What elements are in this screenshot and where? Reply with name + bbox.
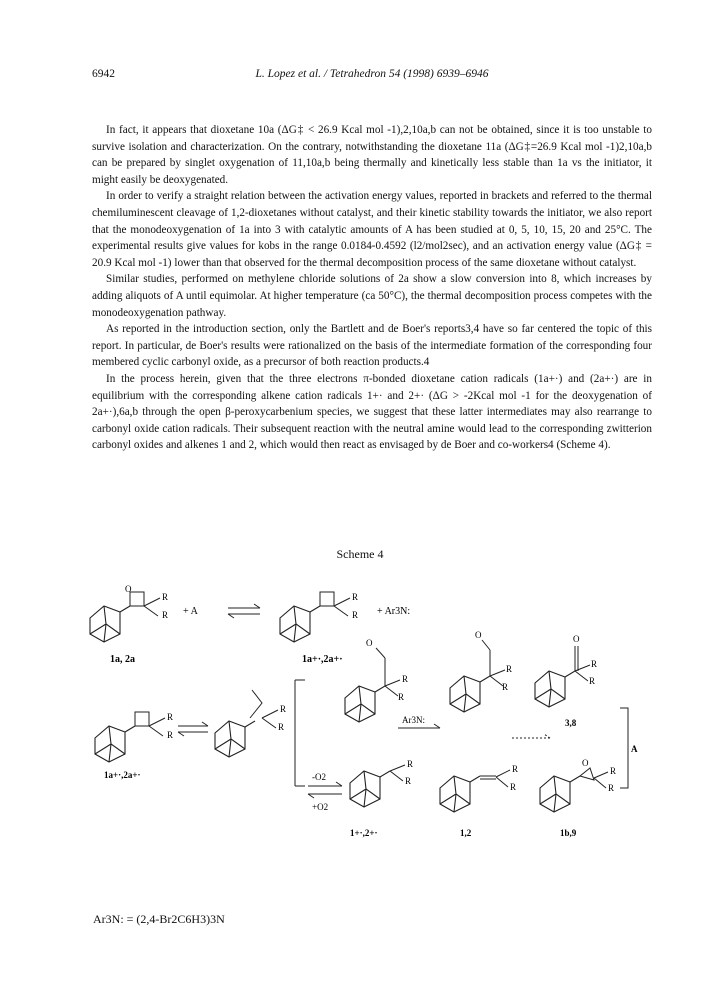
label-ar3n: Ar3N: <box>402 715 425 725</box>
dioxetane-radical-structure <box>280 592 350 642</box>
label-r: R <box>405 776 412 786</box>
label-r: R <box>352 592 359 602</box>
alkene-radical-structure <box>350 765 405 807</box>
label-plus-ar3n: + Ar3N: <box>377 606 411 617</box>
compound-label: 1,2 <box>460 828 472 838</box>
bracket <box>295 680 305 786</box>
compound-label: 1+·,2+· <box>350 828 378 838</box>
label-r: R <box>280 704 287 714</box>
label-r: R <box>506 664 513 674</box>
label-r: R <box>510 782 517 792</box>
label-plus-o2: +O2 <box>312 802 329 812</box>
label-minus-o2: -O2 <box>312 772 326 782</box>
equilibrium-arrow <box>228 604 260 618</box>
body-text <box>92 122 652 454</box>
scheme-title: Scheme 4 <box>336 547 384 561</box>
compound-label: 1a, 2a <box>110 654 135 665</box>
reagent-footnote: Ar3N: = (2,4-Br2C6H3)3N <box>93 912 225 926</box>
label-o: O <box>582 758 589 768</box>
label-r: R <box>608 783 615 793</box>
label-r: R <box>512 764 519 774</box>
label-r: R <box>278 722 285 732</box>
label-r: R <box>591 659 598 669</box>
paragraph: Similar studies, performed on methylene chloride solutions of 2a show a slow conversion into 8, which increases by adding aliquots of A until equimolar. At higher temperature (ca 50°C), the thermal decomposition process competes with the monodeoxygenation pathway. <box>92 273 652 319</box>
label-r: R <box>610 766 617 776</box>
carbonyl-oxide-cation-structure <box>345 648 400 722</box>
dioxetane-radical-left-structure <box>95 712 165 762</box>
label-r: R <box>352 610 359 620</box>
page-number: 6942 <box>92 68 115 80</box>
alkene-structure <box>440 770 510 812</box>
compound-label: 3,8 <box>565 718 577 728</box>
label-o: O <box>475 630 482 640</box>
zwitterion-structure <box>450 640 505 712</box>
paragraph: In order to verify a straight relation between the activation energy values, reported in brackets and referred to the thermal chemiluminescent cleavage of 1,2-dioxetanes without catalyst, and their kinetic stability towards the initiator, we also report that the monodeoxygenation of 1a into 3 with catalytic amounts of A has been studied at 0, 5, 10, 15, 20 and 25°C. The experimental results give values for kobs in the range 0.0184-0.4592 (l2/mol2sec), and an activation energy value (ΔG‡ = 20.9 Kcal mol -1) lower than that observed for the thermal decomposition process of the same dioxetane without catalyst. <box>92 190 652 269</box>
equilibrium-arrow <box>178 722 208 736</box>
epoxide-structure <box>540 768 608 812</box>
paragraph: In fact, it appears that dioxetane 10a (ΔG‡ < 26.9 Kcal mol -1),2,10a,b can not be obtained, since it is too unstable to survive isolation and characterization. On the contrary, notwithstanding the dioxetane 11a (ΔG‡=26.9 Kcal mol -1)2,10a,b can be prepared by singlet oxygenation of 11,10a,b being thermally and kinetically less stable than 1a vs the initiator, it might easily be deoxygenated. <box>92 124 652 186</box>
paragraph: As reported in the introduction section, only the Bartlett and de Boer's reports3,4 have so far centered the topic of this report. In particular, de Boer's results were rationalized on the basis of the intermediate formation of the corresponding four membered cyclic carbonyl oxide, as a precursor of both reaction products.4 <box>92 323 652 369</box>
label-r: R <box>167 712 174 722</box>
peroxycarbenium-structure <box>215 690 278 757</box>
label-r: R <box>402 674 409 684</box>
label-r: R <box>162 610 169 620</box>
label-o: O <box>366 638 373 648</box>
label-r: R <box>162 592 169 602</box>
equilibrium-arrow <box>308 782 342 798</box>
paragraph: In the process herein, given that the three electrons π-bonded dioxetane cation radicals (1a+·) and (2a+·) are in equilibrium with the corresponding alkene cation radicals 1+· and 2+· (ΔG > -2Kcal mol -1 for the deoxygenation of 2a+·),6a,b through the open β-peroxycarbenium species, we suggest that these latter intermediates may also rearrange to carbonyl oxide cation radicals. Their subsequent reaction with the neutral amine would lead to the corresponding zwitterion carbonyl oxides and alkenes 1 and 2, which would then react as envisaged by de Boer and co-workers4 (Scheme 4). <box>92 372 652 452</box>
compound-label: 1a+·,2a+· <box>104 770 141 780</box>
label-o: O <box>573 634 580 644</box>
label-r: R <box>589 676 596 686</box>
label-r: R <box>407 759 414 769</box>
compound-label: 1b,9 <box>560 828 577 838</box>
label-r: R <box>502 682 509 692</box>
compound-label: 1a+·,2a+· <box>302 654 343 665</box>
label-plus-a: + A <box>183 606 198 617</box>
dioxetane-1a-structure <box>90 592 160 642</box>
label-r: R <box>398 692 405 702</box>
scheme-drawing <box>80 568 680 868</box>
label-r: R <box>167 730 174 740</box>
label-a: A <box>631 744 638 754</box>
reaction-arrow <box>512 734 550 738</box>
ketone-structure <box>535 646 590 707</box>
bracket <box>620 708 628 788</box>
scheme-4-figure <box>80 568 680 868</box>
running-title: L. Lopez et al. / Tetrahedron 54 (1998) 6939–6946 <box>255 68 489 80</box>
label-oo: O <box>125 584 132 594</box>
